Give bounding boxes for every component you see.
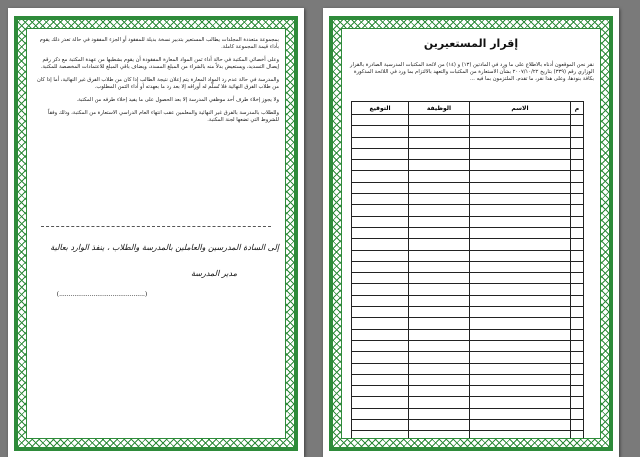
table-cell: [409, 205, 470, 216]
table-cell: [409, 295, 470, 306]
table-cell: [352, 126, 409, 137]
paragraph: وعلى أخصائي المكتبة في حالة أداء ثمن المواد المعارة المفقودة أن يقوم بشطبها من عهدة المكتبة مع ذكر رقم إيصال التسديد، ويستعيض بدلاً منه بالشراء من المبلغ المسدد، ويضاف باقي المبلغ للاعتمادات المخصصة للمكتبة.: [40, 57, 279, 70]
table-cell: [571, 386, 584, 397]
table-row: [352, 307, 584, 318]
table-cell: [352, 307, 409, 318]
table-cell: [470, 408, 571, 419]
table-cell: [409, 227, 470, 238]
table-cell: [352, 115, 409, 126]
table-cell: [470, 318, 571, 329]
table-cell: [409, 374, 470, 385]
table-row: [352, 239, 584, 250]
table-cell: [470, 115, 571, 126]
table-cell: [409, 261, 470, 272]
table-cell: [571, 329, 584, 340]
table-cell: [470, 374, 571, 385]
table-cell: [409, 160, 470, 171]
table-cell: [571, 420, 584, 431]
table-row: [352, 420, 584, 431]
table-cell: [352, 352, 409, 363]
table-cell: [571, 352, 584, 363]
table-cell: [470, 363, 571, 374]
table-cell: [470, 205, 571, 216]
table-cell: [470, 216, 571, 227]
table-cell: [409, 194, 470, 205]
table-row: [352, 386, 584, 397]
table-cell: [470, 194, 571, 205]
paragraph: وللطلاب بالمدرسة بالفرق غير النهائية والمعلمين عقب انتهاء العام الدراسي الاستعارة من المكتبة، وذلك وفقاً للشروط التي تضعها لجنة المكتبة.: [47, 110, 279, 123]
table-row: [352, 284, 584, 295]
table-cell: [571, 273, 584, 284]
table-row: [352, 363, 584, 374]
table-cell: [470, 137, 571, 148]
table-cell: [470, 227, 571, 238]
table-row: [352, 318, 584, 329]
signature-line: (.............................................): [56, 291, 148, 298]
table-cell: [571, 182, 584, 193]
table-cell: [409, 386, 470, 397]
borrowers-table: [351, 101, 584, 439]
table-cell: [470, 273, 571, 284]
column-header-name: الاسم: [470, 102, 571, 115]
page-title: إقرار المستعيرين: [423, 37, 519, 50]
table-row: [352, 250, 584, 261]
table-cell: [470, 284, 571, 295]
table-cell: [352, 329, 409, 340]
table-row: [352, 408, 584, 419]
table-cell: [470, 397, 571, 408]
table-cell: [409, 352, 470, 363]
table-cell: [409, 171, 470, 182]
table-row: [352, 160, 584, 171]
table-row: [352, 216, 584, 227]
table-row: [352, 295, 584, 306]
intro-text: [342, 62, 600, 83]
table-row: [352, 352, 584, 363]
table-row: [352, 227, 584, 238]
table-cell: [470, 352, 571, 363]
table-cell: [571, 408, 584, 419]
table-cell: [352, 431, 409, 439]
table-cell: [352, 374, 409, 385]
table-cell: [571, 431, 584, 439]
table-cell: [571, 205, 584, 216]
table-cell: [352, 205, 409, 216]
table-cell: [409, 284, 470, 295]
table-row: [352, 182, 584, 193]
table-cell: [571, 261, 584, 272]
table-cell: [409, 307, 470, 318]
table-cell: [352, 171, 409, 182]
table-cell: [571, 160, 584, 171]
table-cell: [571, 307, 584, 318]
table-cell: [352, 137, 409, 148]
table-row: [352, 115, 584, 126]
table-cell: [409, 115, 470, 126]
addressee: إلى السادة المدرسين والعاملين بالمدرسة والطلاب ، ينفذ الوارد بعالية: [50, 243, 279, 252]
table-cell: [470, 182, 571, 193]
table-cell: [352, 182, 409, 193]
table-cell: [352, 397, 409, 408]
table-cell: [409, 420, 470, 431]
table-cell: [409, 216, 470, 227]
left-page: [8, 8, 304, 457]
table-cell: [409, 329, 470, 340]
table-cell: [352, 363, 409, 374]
table-cell: [470, 239, 571, 250]
table-cell: [409, 137, 470, 148]
table-cell: [571, 374, 584, 385]
table-cell: [470, 431, 571, 439]
table-body: [352, 115, 584, 440]
paragraph: بمجموعة متعددة المجلدات يطالب المستعير بتدبير نسخة بديلة للمفقود أو الجزء المفقود في حالة تعذر ذلك يقوم بأداء قيمة المجموعة كاملة.: [39, 37, 279, 50]
table-cell: [571, 397, 584, 408]
table-cell: [470, 171, 571, 182]
table-row: [352, 148, 584, 159]
table-cell: [409, 273, 470, 284]
right-page: [323, 8, 619, 457]
table-cell: [352, 284, 409, 295]
table-cell: [470, 148, 571, 159]
column-header-signature: التوقيع: [352, 102, 409, 115]
table-cell: [352, 250, 409, 261]
table-cell: [571, 250, 584, 261]
table-cell: [352, 420, 409, 431]
paragraph: نقر نحن الموقعون أدناه بالاطلاع على ما ورد في المادتين (١٣) و (١٤) من لائحة المكتبات المدرسية الصادرة بالقرار الوزاري رقم (٣٣٩) بتاريخ ٢٠٠٧/١٠/٢٢ بشأن الاستعارة من المكتبات والتعهد بالالتزام بما ورد في اللائحة المذكورة بكافة بنودها، وعلى هذا نقر، ما تقدم. الملتزمون بما فيه ...: [350, 62, 594, 82]
table-row: [352, 431, 584, 439]
left-page-content: [26, 28, 286, 439]
table-row: [352, 205, 584, 216]
table-cell: [470, 250, 571, 261]
table-cell: [409, 408, 470, 419]
table-cell: [352, 340, 409, 351]
table-cell: [352, 408, 409, 419]
table-row: [352, 194, 584, 205]
decorative-border: [329, 16, 613, 451]
table-cell: [409, 126, 470, 137]
table-cell: [352, 194, 409, 205]
table-row: [352, 374, 584, 385]
table-cell: [409, 250, 470, 261]
table-cell: [409, 182, 470, 193]
table-cell: [571, 171, 584, 182]
table-cell: [470, 126, 571, 137]
table-cell: [571, 227, 584, 238]
table-row: [352, 273, 584, 284]
table-cell: [470, 307, 571, 318]
table-cell: [352, 148, 409, 159]
table-cell: [571, 284, 584, 295]
table-cell: [571, 239, 584, 250]
table-cell: [470, 261, 571, 272]
table-cell: [571, 126, 584, 137]
table-cell: [352, 273, 409, 284]
table-cell: [352, 227, 409, 238]
table-cell: [409, 363, 470, 374]
table-row: [352, 171, 584, 182]
table-cell: [352, 295, 409, 306]
right-page-content: [341, 28, 601, 439]
divider: [41, 226, 271, 227]
column-header-number: م: [571, 102, 584, 115]
table-cell: [470, 295, 571, 306]
paragraph: ولا يجوز إخلاء طرف أحد موظفي المدرسة إلا بعد الحصول على ما يفيد إخلاء طرفه من المكتبة.: [76, 97, 279, 103]
table-cell: [409, 148, 470, 159]
table-header-row: [352, 102, 584, 115]
table-cell: [571, 148, 584, 159]
table-row: [352, 126, 584, 137]
table-cell: [571, 194, 584, 205]
table-row: [352, 397, 584, 408]
table-cell: [352, 261, 409, 272]
table-cell: [571, 363, 584, 374]
table-cell: [409, 340, 470, 351]
table-row: [352, 137, 584, 148]
table-cell: [470, 329, 571, 340]
table-cell: [470, 340, 571, 351]
table-cell: [352, 239, 409, 250]
table-cell: [571, 137, 584, 148]
regulations-text: [27, 37, 285, 130]
column-header-job: الوظيفة: [409, 102, 470, 115]
table-cell: [571, 115, 584, 126]
table-row: [352, 261, 584, 272]
decorative-border: [14, 16, 298, 451]
paragraph: والمدرسة في حالة عدم رد المواد المعارة يتم إعلان نتيجة الطالب إذا كان من طلاب الفرق غير النهائية، أما إذا كان من طلاب الفرق النهائية فلا تُسلَّم له أوراقه إلا بعد رد ما بعهدته أو أداء الثمن المطلوب.: [36, 77, 279, 90]
table-cell: [571, 295, 584, 306]
table-cell: [409, 397, 470, 408]
table-cell: [409, 239, 470, 250]
table-cell: [571, 216, 584, 227]
table-cell: [352, 318, 409, 329]
table-cell: [470, 420, 571, 431]
table-cell: [352, 386, 409, 397]
signature-title: مدير المدرسة: [190, 269, 237, 278]
table-row: [352, 329, 584, 340]
table-cell: [409, 318, 470, 329]
table-cell: [352, 216, 409, 227]
table-cell: [352, 160, 409, 171]
table-cell: [409, 431, 470, 439]
table-row: [352, 340, 584, 351]
table-cell: [571, 318, 584, 329]
table-cell: [470, 386, 571, 397]
table-cell: [470, 160, 571, 171]
table-cell: [571, 340, 584, 351]
